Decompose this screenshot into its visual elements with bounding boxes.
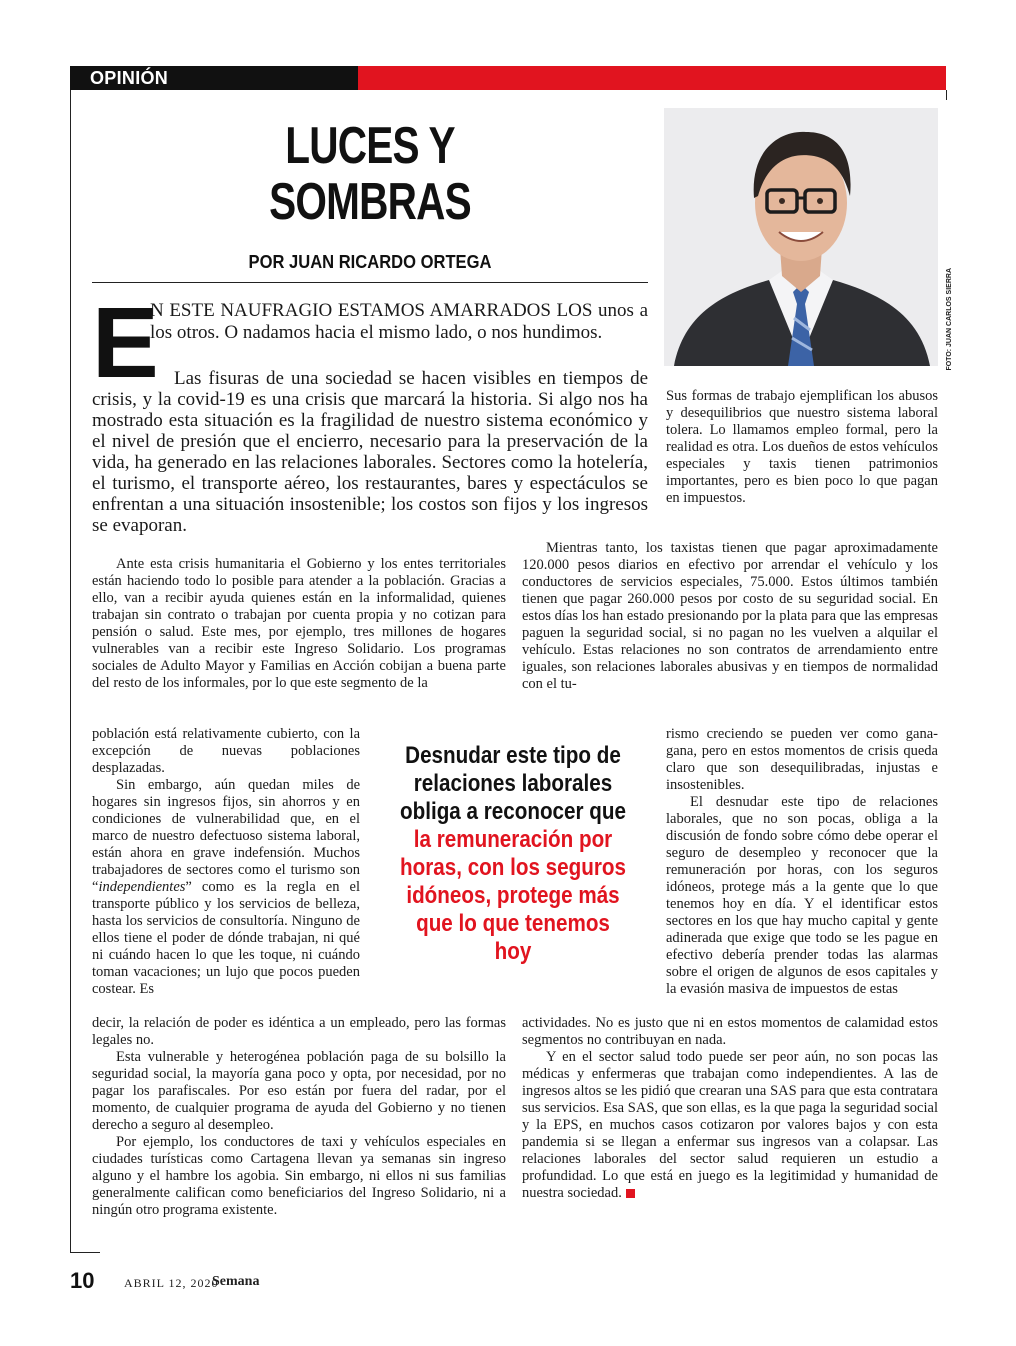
- magazine-name: Semana: [212, 1274, 260, 1289]
- issue-date: ABRIL 12, 2020: [124, 1276, 219, 1290]
- paragraph: El desnudar este tipo de relaciones laborales, que no son pocas, obliga a la discusión de fondo sobre cómo debe operar el seguro de desempleo y reconocer que la remuneración por horas, con los seguros idóneos, protege más a la gente que lo que tenemos hoy en día. Y el identificar estos sectores en los que hay mucho capital y gente adinerada que exige que todo se les pague en efectivo debería prender todas las alarmas sobre el origen de algunos de esos capitales y la evasión masiva de impuestos de estas: [666, 794, 938, 997]
- column-a-narrow: [92, 726, 360, 998]
- column-c-narrow: [666, 726, 938, 998]
- pull-quote-black: Desnudar este tipo de relaciones laborales obliga a reconocer que: [400, 742, 626, 825]
- portrait-illustration: [664, 108, 938, 366]
- paragraph: Por ejemplo, los conductores de taxi y vehículos especiales en ciudades turísticas como Cartagena llevan ya semanas sin ingreso alguno y el hambre los agobia. Sin embargo, ni ellos ni sus familias generalmente califican como beneficiarios del Ingreso Solidario, ni a ningún otro programa existente.: [92, 1134, 506, 1218]
- drop-cap: E: [92, 287, 159, 399]
- paragraph: Mientras tanto, los taxistas tienen que pagar aproximadamente 120.000 pesos diarios en efectivo por arrendar el vehículo y los conductores de servicios especiales, 75.000. Estos últimos también tienen que pagar 260.000 pesos por costo de su seguridad social. En estos días los han estado presionando por la plata para que las empresas paguen la seguridad social, si no pagan no les vuelven a alquilar el vehículo. Estas relaciones no son contratos de arrendamiento entre iguales, son relaciones laborales abusivas y en tiempos de normalidad con el tu-: [522, 540, 938, 692]
- left-rule: [70, 90, 71, 1252]
- paragraph: actividades. No es justo que ni en estos momentos de calamidad estos segmentos no contribuyan en nada.: [522, 1015, 938, 1048]
- paragraph: población está relativamente cubierto, con la excepción de nuevas poblaciones desplazadas.: [92, 726, 360, 776]
- text-run: Sin embargo, aún quedan miles de hogares sin ingresos fijos, sin ahorros y en condiciones de vulnerabilidad que, en el marco de nuestro defectuoso sistema laboral, están ahora en grave indefensión. Muchos trabajadores de sectores como el turismo son “: [92, 777, 360, 895]
- column-b-bottom: [522, 1015, 938, 1202]
- byline-rule: [92, 282, 648, 283]
- paragraph: rismo creciendo se pueden ver como gana-gana, pero en estos momentos de crisis queda claro que son desequilibradas, injustas e insostenibles.: [666, 726, 938, 793]
- right-column-top: [666, 388, 938, 507]
- headline-line-2: SOMBRAS: [269, 173, 471, 231]
- bottom-rule: [70, 1252, 100, 1253]
- column-a-bottom: [92, 1015, 506, 1219]
- text-run: Y en el sector salud todo puede ser peor aún, no son pocas las médicas y enfermeras que trabajan como independientes. A las de ingresos altos se les pidió que crearan una SAS para que esta contratara sus servicios. Esa SAS, que son ellas, es la que paga la seguridad social y la EPS, en muchos casos cotizaron por valores bajos y con esta pandemia si se llegan a enfermar sus ingresos van a colapsar. Las relaciones laborales del sector salud requieren un estudio a profundidad. Lo que está en juego es la legitimidad y humanidad de nuestra sociedad.: [522, 1049, 938, 1201]
- paragraph: Ante esta crisis humanitaria el Gobierno y los entes territoriales están haciendo todo lo posible para atender a la población. Gracias a ello, van a recibir ayuda quienes están en la informalidad, quienes trabajan sin contrato o trabajan por cuenta propia y no cotizan para pensión o salud. Este mes, por ejemplo, tres millones de hogares vulnerables van a recibir este Ingreso Solidario. Los programas sociales de Adulto Mayor y Familias en Acción cobijan a buena parte del resto de los informales, por lo que este segmento de la: [92, 556, 506, 691]
- section-accent-bar: [358, 66, 946, 90]
- headline-line-1: LUCES Y: [285, 117, 455, 175]
- right-rule-top: [946, 90, 947, 100]
- end-mark-icon: [626, 1189, 635, 1198]
- text-run: ” como es la regla en el transporte público y los servicios de belleza, hasta los servicios de consultoría. Ninguno de ellos tiene el poder de dónde trabajan, ni qué ni cuándo hacen lo que les toque, ni cuándo toman vacaciones; un lujo que pocos pueden costear. Es: [92, 879, 360, 997]
- pull-quote-red: la remuneración por horas, con los seguros idóneos, protege más que lo que tenemos hoy: [400, 826, 626, 965]
- pull-quote: [397, 742, 629, 966]
- lead-paragraph-2: Las fisuras de una sociedad se hacen visibles en tiempos de crisis, y la covid-19 es una crisis que marcará la historia. Si algo nos ha mostrado esta situación es la fragilidad de nuestro sistema económico y el nivel de presión que el encierro, necesario para la preservación de la vida, ha generado en las relaciones laborales. Sectores como la hotelería, el turismo, el transporte aéreo, los restaurantes, bares y espectáculos se enfrentan a una situación insostenible; los costos son fijos y los ingresos se evaporan.: [92, 368, 648, 536]
- headline: [152, 118, 589, 230]
- paragraph: decir, la relación de poder es idéntica a un empleado, pero las formas legales no.: [92, 1015, 506, 1048]
- column-a-top: [92, 556, 506, 692]
- photo-credit: FOTO: JUAN CARLOS SIERRA: [946, 268, 953, 371]
- paragraph: Esta vulnerable y heterogénea población paga de su bolsillo la seguridad social, la mayoría gana poco y opta, por necesidad, por no pagar los parafiscales. Por eso están por fuera del radar, por el momento, de cualquier programa de ayuda del Gobierno y no tienen derecho a seguro al desempleo.: [92, 1049, 506, 1133]
- paragraph: [92, 777, 360, 998]
- column-b-top: [522, 540, 938, 693]
- section-label: OPINIÓN: [90, 68, 169, 88]
- byline: POR JUAN RICARDO ORTEGA: [248, 252, 492, 272]
- author-photo: [664, 108, 938, 366]
- paragraph: [522, 1049, 938, 1202]
- paragraph: Sus formas de trabajo ejemplifican los abusos y desequilibrios que nuestro sistema laboral tolera. Lo llamamos empleo formal, pero la realidad es otra. Los dueños de estos vehículos especiales y taxis tienen patrimonios importantes, pero es bien poco lo que pagan en impuestos.: [666, 388, 938, 506]
- italic-run: independientes: [98, 879, 186, 895]
- lead-paragraph-1: N ESTE NAUFRAGIO ESTAMOS AMARRADOS LOS unos a los otros. O nadamos hacia el mismo lado, o nos hundimos.: [150, 300, 648, 343]
- page-number: 10: [70, 1268, 95, 1293]
